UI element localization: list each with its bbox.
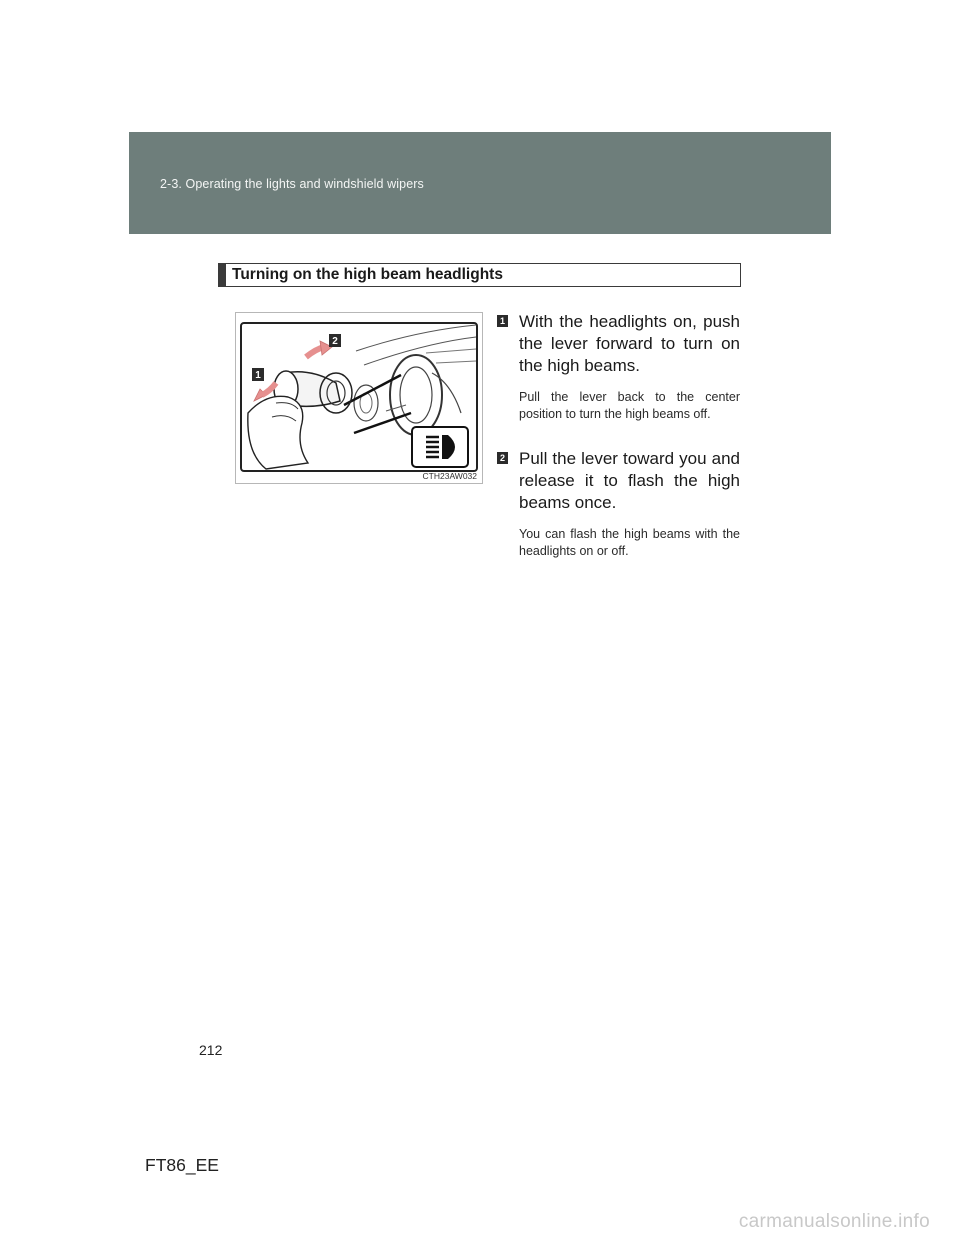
- step-2-badge: 2: [497, 452, 508, 464]
- lever-drawing: [236, 313, 482, 483]
- step-1-note: Pull the lever back to the center position to turn the high beams off.: [519, 390, 740, 421]
- watermark: carmanualsonline.info: [738, 1211, 930, 1232]
- step-2-note: You can flash the high beams with the headlights on or off.: [519, 527, 740, 558]
- step-2: [497, 448, 740, 560]
- step-1-badge: 1: [497, 315, 508, 327]
- step-2-text: Pull the lever toward you and release it to flash the high beams once.: [519, 449, 740, 512]
- page-number: 212: [199, 1042, 223, 1058]
- footer-code: FT86_EE: [145, 1155, 219, 1175]
- high-beam-icon: [412, 427, 468, 467]
- step-1: [497, 311, 740, 423]
- section-label: 2-3. Operating the lights and windshield wipers: [160, 177, 424, 191]
- headlight-lever-illustration: [235, 312, 483, 484]
- callout-2-label: 2: [332, 336, 338, 347]
- step-1-text: With the headlights on, push the lever forward to turn on the high beams.: [519, 312, 740, 375]
- heading-bar: [219, 264, 226, 286]
- heading-title: Turning on the high beam headlights: [232, 266, 503, 283]
- figure-code: CTH23AW032: [422, 471, 477, 481]
- section-heading: [218, 263, 741, 287]
- callout-1-label: 1: [255, 370, 261, 381]
